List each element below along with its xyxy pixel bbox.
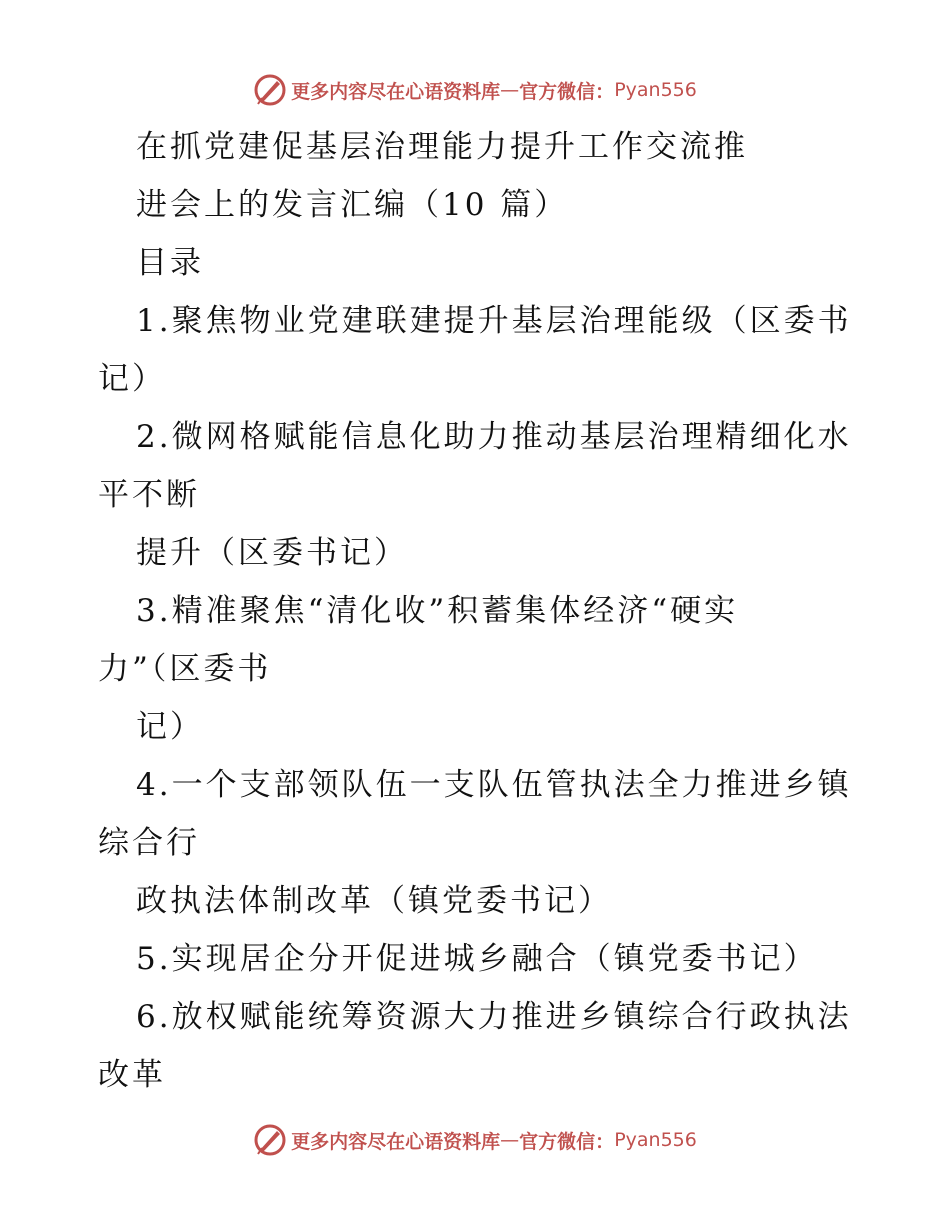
banner-separator: — [500,1129,520,1151]
toc-item-3 [98,582,858,756]
toc-item-1 [98,292,858,408]
quill-logo-icon [253,73,287,107]
toc-item-line: 1.聚焦物业党建联建提升基层治理能级（区委书 [136,303,852,339]
toc-item-line: 记） [136,709,204,745]
toc-item-line: 平不断 [98,477,200,513]
toc-item-line: 提升（区委书记） [136,535,408,571]
toc-item-line: 4.一个支部领队伍一支队伍管执法全力推进乡镇 [136,767,852,803]
toc-item-line: 改革 [98,1057,166,1093]
toc-item-line: 力”（区委书 [98,651,272,687]
document-title-line-1: 在抓党建促基层治理能力提升工作交流推 [136,129,748,165]
toc-item-line: 2.微网格赋能信息化助力推动基层治理精细化水 [136,419,852,455]
banner-wechat-label: 官方微信： [519,1130,615,1153]
document-title-line-2: 进会上的发言汇编（10 篇） [136,187,569,223]
banner-separator: — [500,79,520,101]
header-banner [0,70,950,110]
footer-banner [0,1120,950,1160]
document-body [98,118,858,1104]
toc-item-line: 政执法体制改革（镇党委书记） [136,883,612,919]
toc-heading: 目录 [136,245,204,281]
banner-main-text: 更多内容尽在心语资料库 [291,80,501,103]
banner-wechat-id: Pyan556 [614,1129,697,1151]
toc-item-line: 记） [98,361,166,397]
banner-main-text: 更多内容尽在心语资料库 [291,1130,501,1153]
toc-item-line: 3.精准聚焦“清化收”积蓄集体经济“硬实 [136,593,739,629]
banner-wechat-label: 官方微信： [519,80,615,103]
banner-wechat-id: Pyan556 [614,79,697,101]
quill-logo-icon [253,1123,287,1157]
toc-item-5 [98,930,858,988]
toc-item-line: 综合行 [98,825,200,861]
toc-item-6 [98,988,858,1104]
toc-item-2 [98,408,858,582]
toc-item-4 [98,756,858,930]
toc-item-line: 5.实现居企分开促进城乡融合（镇党委书记） [136,941,818,977]
toc-item-line: 6.放权赋能统筹资源大力推进乡镇综合行政执法 [136,999,852,1035]
